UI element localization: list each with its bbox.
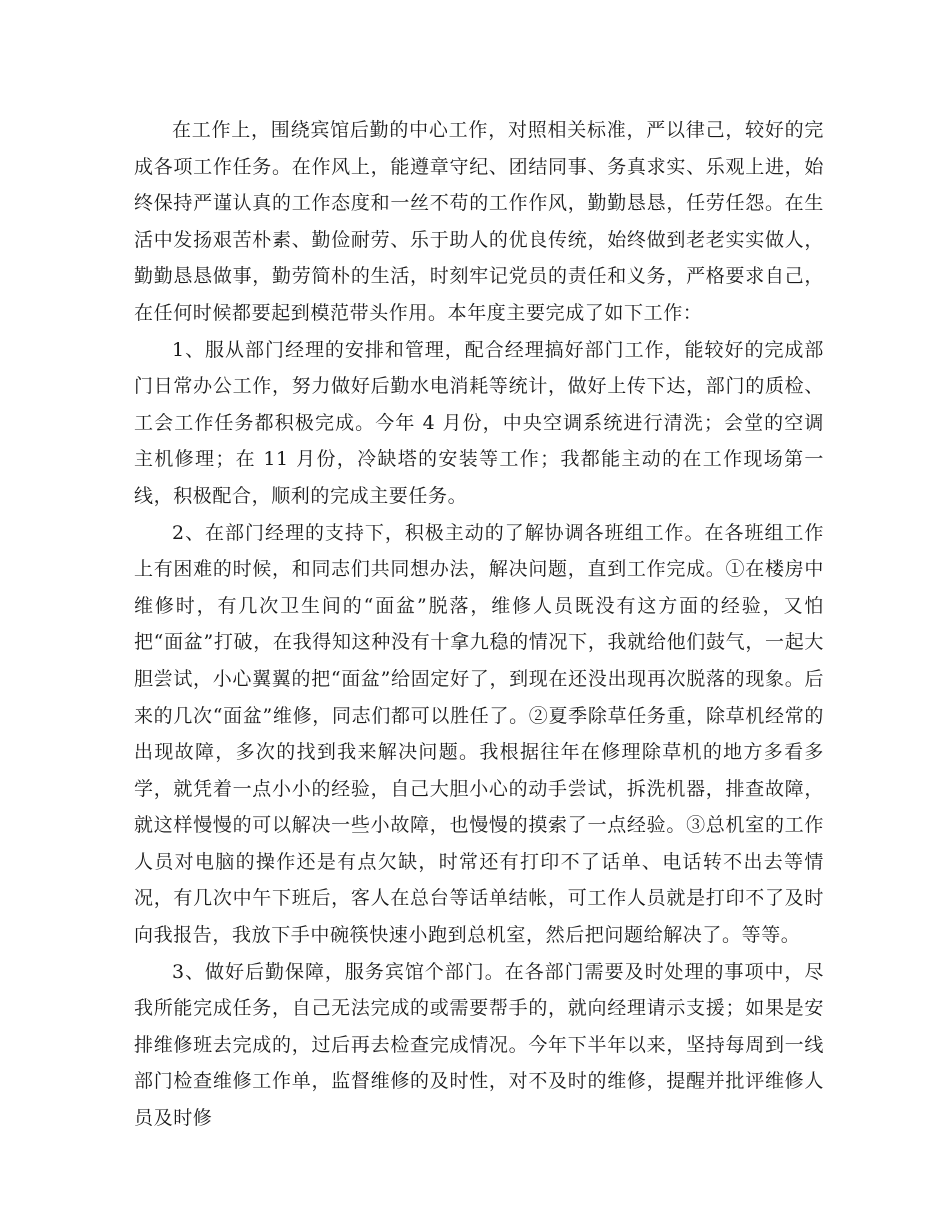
paragraph-intro: 在工作上，围绕宾馆后勤的中心工作，对照相关标准，严以律己，较好的完成各项工作任务。在作风上，能遵章守纪、团结同事、务真求实、乐观上进，始终保持严谨认真的工作态度和一丝不苟的工作作风，勤勤恳恳，任劳任怨。在生活中发扬艰苦朴素、勤俭耐劳、乐于助人的优良传统，始终做到老老实实做人，勤勤恳恳做事，勤劳简朴的生活，时刻牢记党员的责任和义务，严格要求自己，在任何时候都要起到模范带头作用。本年度主要完成了如下工作： [134,119,824,324]
paragraph-item-3: 3、做好后勤保障，服务宾馆个部门。在各部门需要及时处理的事项中，尽我所能完成任务，自己无法完成的或需要帮手的，就向经理请示支援；如果是安排维修班去完成的，过后再去检查完成情况。今年下半年以来，坚持每周到一线部门检查维修工作单，监督维修的及时性，对不及时的维修，提醒并批评维修人员及时修 [134,960,824,1130]
paragraph-item-2: 2、在部门经理的支持下，积极主动的了解协调各班组工作。在各班组工作上有困难的时候，和同志们共同想办法，解决问题，直到工作完成。①在楼房中维修时，有几次卫生间的“面盆”脱落，维修人员既没有这方面的经验，又怕把“面盆”打破，在我得知这种没有十拿九稳的情况下，我就给他们鼓气，一起大胆尝试，小心翼翼的把“面盆”给固定好了，到现在还没出现再次脱落的现象。后来的几次“面盆”维修，同志们都可以胜任了。②夏季除草任务重，除草机经常的出现故障，多次的找到我来解决问题。我根据往年在修理除草机的地方多看多学，就凭着一点小小的经验，自己大胆小心的动手尝试，拆洗机器，排查故障，就这样慢慢的可以解决一些小故障，也慢慢的摸索了一点经验。③总机室的工作人员对电脑的操作还是有点欠缺，时常还有打印不了话单、电话转不出去等情况，有几次中午下班后，客人在总台等话单结帐，可工作人员就是打印不了及时向我报告，我放下手中碗筷快速小跑到总机室，然后把问题给解决了。等等。 [134,521,824,947]
paragraph-item-1: 1、服从部门经理的安排和管理，配合经理搞好部门工作，能较好的完成部门日常办公工作，努力做好后勤水电消耗等统计，做好上传下达，部门的质检、工会工作任务都积极完成。今年 4 月份，中央空调系统进行清洗；会堂的空调主机修理；在 11 月份，冷缺塔的安装等工作；我都能主动的在工作现场第一线，积极配合，顺利的完成主要任务。 [134,338,824,507]
document-body [134,112,824,1137]
